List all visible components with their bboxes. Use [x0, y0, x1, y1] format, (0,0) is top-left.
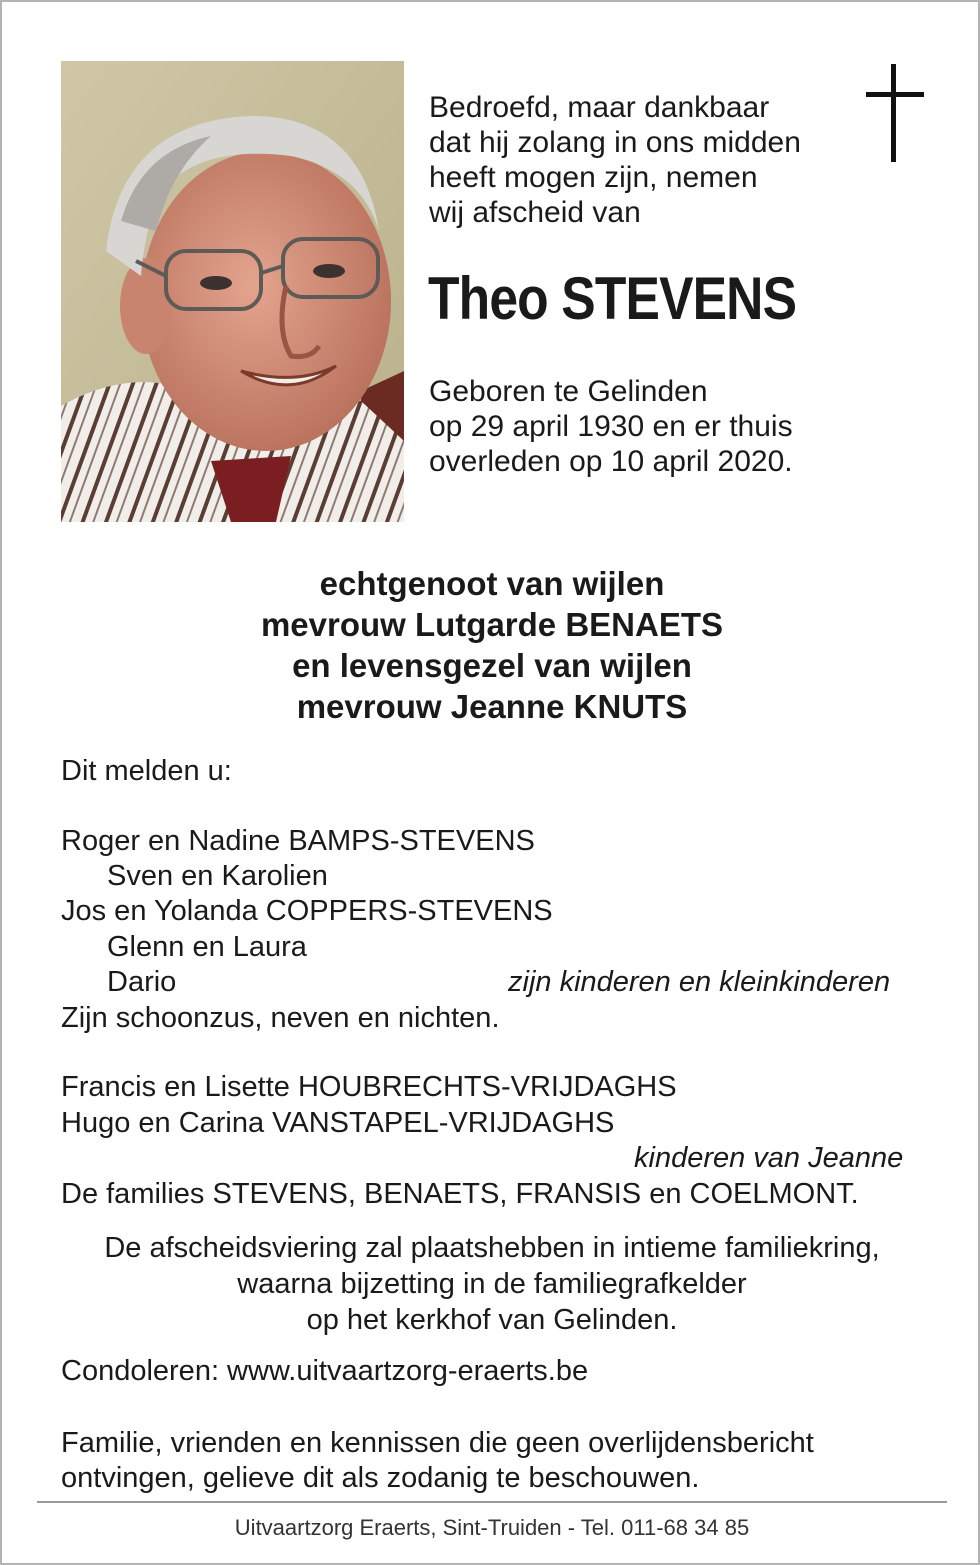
divider: [37, 1501, 947, 1503]
family-line: Jos en Yolanda COPPERS-STEVENS: [61, 895, 553, 927]
family-line: Hugo en Carina VANSTAPEL-VRIJDAGHS: [61, 1107, 615, 1139]
portrait-photo: [61, 61, 404, 522]
birth-line: op 29 april 1930 en er thuis: [429, 410, 793, 443]
spouse-block: [2, 563, 980, 727]
family-line: Francis en Lisette HOUBRECHTS-VRIJDAGHS: [61, 1071, 677, 1103]
notice-line: Familie, vrienden en kennissen die geen overlijdensbericht: [61, 1427, 814, 1459]
families-line: De families STEVENS, BENAETS, FRANSIS en COELMONT.: [61, 1178, 859, 1210]
cross-icon: [866, 64, 924, 162]
birth-death-text: [429, 374, 793, 479]
intro-line: Bedroefd, maar dankbaar: [429, 91, 770, 124]
family-line: Roger en Nadine BAMPS-STEVENS: [61, 825, 535, 857]
spouse-line: mevrouw Jeanne KNUTS: [296, 688, 688, 725]
intro-line: heeft mogen zijn, nemen: [429, 161, 758, 194]
birth-line: Geboren te Gelinden: [429, 375, 708, 408]
funeral-home-footer: Uitvaartzorg Eraerts, Sint-Truiden - Tel. 011-68 34 85: [234, 1515, 750, 1540]
condolences-link[interactable]: Condoleren: www.uitvaartzorg-eraerts.be: [61, 1355, 589, 1387]
birth-line: overleden op 10 april 2020.: [429, 445, 793, 478]
intro-text: [429, 90, 801, 230]
notice-line: ontvingen, gelieve dit als zodanig te beschouwen.: [61, 1462, 700, 1494]
deceased-name: Theo STEVENS: [428, 265, 797, 332]
ceremony-line: De afscheidsviering zal plaatshebben in intieme familiekring,: [104, 1232, 880, 1264]
family-role: kinderen van Jeanne: [634, 1142, 904, 1174]
family-line: Dario: [107, 966, 177, 998]
spouse-line: mevrouw Lutgarde BENAETS: [260, 606, 724, 643]
family-line: Zijn schoonzus, neven en nichten.: [61, 1002, 500, 1034]
ceremony-line: op het kerkhof van Gelinden.: [306, 1304, 678, 1336]
ceremony-line: waarna bijzetting in de familiegrafkelder: [237, 1268, 747, 1300]
spouse-line: echtgenoot van wijlen: [319, 565, 665, 602]
spouse-line: en levensgezel van wijlen: [292, 647, 692, 684]
family-line: Glenn en Laura: [107, 931, 307, 963]
intro-line: dat hij zolang in ons midden: [429, 126, 801, 159]
family-role: zijn kinderen en kleinkinderen: [508, 966, 891, 998]
family-line: Sven en Karolien: [107, 860, 328, 892]
intro-line: wij afscheid van: [429, 196, 641, 229]
announce-label: Dit melden u:: [61, 755, 232, 787]
ceremony-text: [2, 1230, 980, 1338]
